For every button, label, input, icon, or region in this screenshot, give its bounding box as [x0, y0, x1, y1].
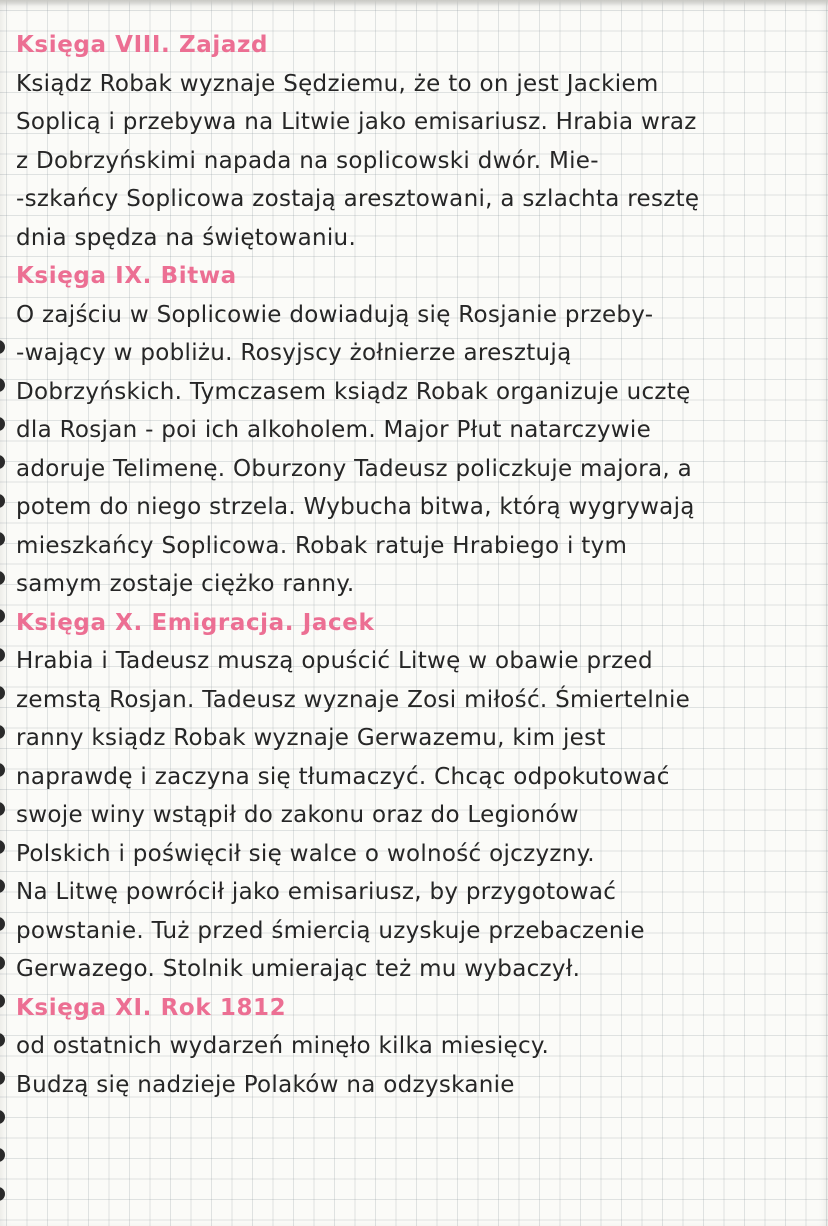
binding-hole [0, 802, 5, 816]
note-line: Gerwazego. Stolnik umierając też mu wybaczył. [16, 956, 581, 982]
note-line: Polskich i poświęcił się walce o wolność ojczyzny. [16, 840, 595, 867]
handwritten-notes [16, 26, 816, 1104]
binding-hole [0, 378, 5, 392]
note-line: powstanie. Tuż przed śmiercią uzyskuje przebaczenie [16, 917, 645, 944]
note-line: dla Rosjan - poi ich alkoholem. Major Płut natarczywie [16, 417, 652, 443]
note-line: Soplicą i przebywa na Litwie jako emisariusz. Hrabia wraz [16, 109, 697, 135]
note-line: mieszkańcy Soplicowa. Robak ratuje Hrabiego i tym [16, 532, 628, 559]
binding-hole [0, 763, 5, 777]
note-line: -wający w pobliżu. Rosyjscy żołnierze aresztują [16, 340, 572, 366]
note-line: Hrabia i Tadeusz muszą opuścić Litwę w obawie przed [16, 648, 653, 674]
binding-hole [0, 532, 5, 546]
note-line: naprawdę i zaczyna się tłumaczyć. Chcąc odpokutować [16, 763, 670, 790]
binding-hole [0, 609, 5, 623]
note-line: Ksiądz Robak wyznaje Sędziemu, że to on jest Jackiem [16, 70, 659, 97]
note-line: od ostatnich wydarzeń minęło kilka miesięcy. [16, 1033, 550, 1059]
binding-hole [0, 1110, 5, 1124]
binding-hole [0, 648, 5, 662]
section-heading: Księga VIII. Zajazd [16, 32, 269, 58]
binding-hole [0, 340, 5, 354]
note-line: O zajściu w Soplicowie dowiadują się Rosjanie przeby- [16, 301, 654, 328]
binding-hole [0, 1033, 5, 1047]
note-line: z Dobrzyńskimi napada na soplicowski dwór. Mie- [16, 147, 599, 174]
note-line: zemstą Rosjan. Tadeusz wyznaje Zosi miłość. Śmiertelnie [16, 686, 691, 713]
binding-hole [0, 1071, 5, 1085]
note-line: Dobrzyńskich. Tymczasem ksiądz Robak organizuje ucztę [16, 378, 691, 405]
note-line: ranny ksiądz Robak wyznaje Gerwazemu, kim jest [16, 725, 606, 751]
binding-holes [0, 0, 9, 1226]
note-line: potem do niego strzela. Wybucha bitwa, którą wygrywają [16, 494, 695, 520]
binding-hole [0, 725, 5, 739]
note-line: Budzą się nadzieje Polaków na odzyskanie [16, 1071, 515, 1098]
binding-hole [0, 571, 5, 585]
binding-hole [0, 879, 5, 893]
binding-hole [0, 455, 5, 469]
note-line: -szkańcy Soplicowa zostają aresztowani, a szlachta resztę [16, 186, 700, 212]
section-heading: Księga XI. Rok 1812 [16, 994, 287, 1021]
binding-hole [0, 994, 5, 1008]
binding-hole [0, 1148, 5, 1162]
note-line: samym zostaje ciężko ranny. [16, 571, 355, 597]
note-line: Na Litwę powrócił jako emisariusz, by przygotować [16, 879, 617, 905]
binding-hole [0, 956, 5, 970]
section-heading: Księga X. Emigracja. Jacek [16, 609, 375, 636]
binding-hole [0, 1187, 5, 1201]
note-line: swoje winy wstąpił do zakonu oraz do Legionów [16, 802, 579, 828]
binding-hole [0, 494, 5, 508]
binding-hole [0, 417, 5, 431]
binding-hole [0, 917, 5, 931]
note-line: dnia spędza na świętowaniu. [16, 224, 357, 251]
note-line: adoruje Telimenę. Oburzony Tadeusz policzkuje majora, a [16, 455, 692, 482]
binding-hole [0, 840, 5, 854]
section-heading: Księga IX. Bitwa [16, 263, 237, 289]
binding-hole [0, 686, 5, 700]
page-top-shadow [0, 0, 828, 6]
